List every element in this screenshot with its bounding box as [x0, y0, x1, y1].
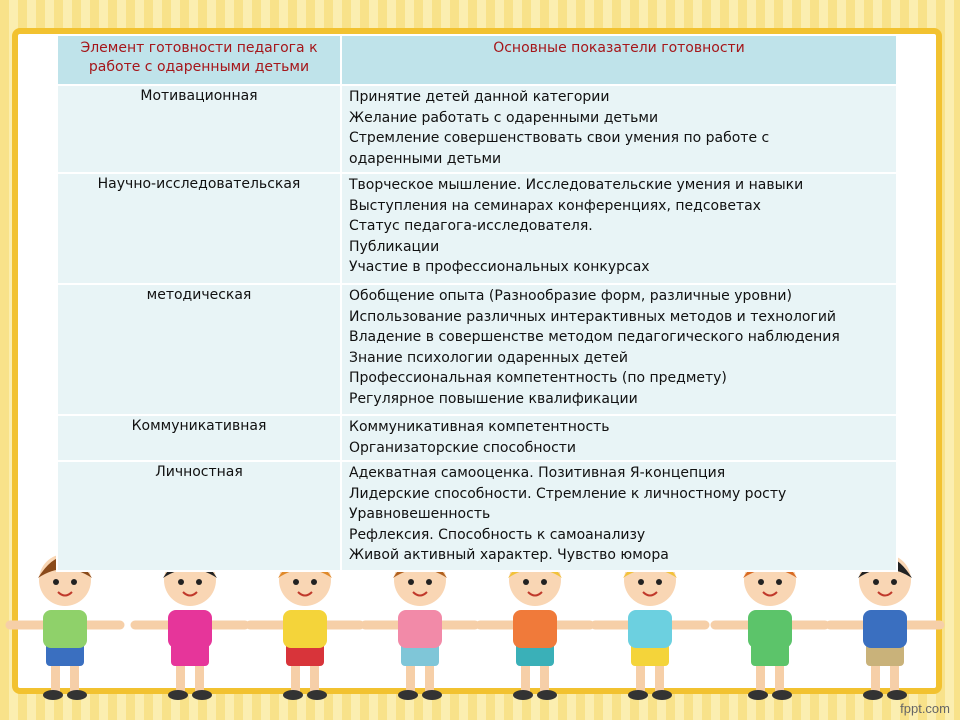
child-eye [541, 579, 547, 585]
indicator-line: Принятие детей данной категории [349, 89, 610, 105]
child-eye [638, 579, 644, 585]
indicator-line: Лидерские способности. Стремление к личностному росту [349, 485, 787, 502]
indicator-line: Использование различных интерактивных методов и технологий [349, 308, 837, 325]
child-shoe [67, 690, 87, 700]
readiness-table [56, 34, 898, 572]
child-eye [656, 579, 662, 585]
child-eye [408, 579, 414, 585]
readiness-element: Личностная [57, 461, 341, 571]
child-shirt [398, 610, 442, 648]
child-eye [71, 579, 77, 585]
child-eye [178, 579, 184, 585]
child-shoe [43, 690, 63, 700]
child-eye [873, 579, 879, 585]
indicator-line: Участие в профессиональных конкурсах [349, 259, 650, 275]
readiness-indicators [341, 415, 897, 461]
watermark: fppt.com [900, 701, 950, 716]
child-eye [891, 579, 897, 585]
table-row [57, 461, 897, 571]
readiness-element: Мотивационная [57, 85, 341, 173]
indicator-line: одаренными детьми [349, 150, 502, 167]
child-shoe [863, 690, 883, 700]
indicator-line: Уравновешенность [349, 506, 491, 522]
child-shoe [168, 690, 188, 700]
header-indicators: Основные показатели готовности [341, 35, 897, 85]
indicator-line: Публикации [349, 238, 440, 255]
child-shoe [283, 690, 303, 700]
indicator-line: Коммуникативная компетентность [349, 419, 610, 435]
readiness-indicators [341, 461, 897, 571]
indicator-line: Владение в совершенстве методом педагогического наблюдения [349, 329, 840, 345]
child-eye [426, 579, 432, 585]
child-shirt [863, 610, 907, 648]
table-header-row [57, 35, 897, 85]
child-shoe [537, 690, 557, 700]
indicator-line: Обобщение опыта (Разнообразие форм, различные уровни) [349, 288, 792, 304]
indicator-line: Желание работать с одаренными детьми [349, 109, 659, 126]
table-row [57, 415, 897, 461]
child-eye [293, 579, 299, 585]
child-shirt [168, 610, 212, 648]
child-eye [758, 579, 764, 585]
child-shirt [283, 610, 327, 648]
readiness-element: Научно-исследовательская [57, 173, 341, 284]
indicator-line: Рефлексия. Способность к самоанализу [349, 526, 646, 543]
child-shirt [748, 610, 792, 648]
indicator-line: Регулярное повышение квалификации [349, 390, 638, 407]
child-shoe [772, 690, 792, 700]
child-shoe [748, 690, 768, 700]
readiness-indicators [341, 173, 897, 284]
child-shoe [422, 690, 442, 700]
child-shirt [513, 610, 557, 648]
table-row [57, 173, 897, 284]
indicator-line: Стремление совершенствовать свои умения по работе с [349, 130, 770, 146]
indicator-line: Профессиональная компетентность (по предмету) [349, 370, 727, 386]
child-eye [776, 579, 782, 585]
child-shoe [307, 690, 327, 700]
indicator-line: Знание психологии одаренных детей [349, 349, 628, 366]
child-shoe [398, 690, 418, 700]
indicator-line: Адекватная самооценка. Позитивная Я-концепция [349, 465, 726, 481]
readiness-indicators [341, 85, 897, 173]
indicator-line: Творческое мышление. Исследовательские умения и навыки [349, 177, 804, 193]
child-eye [196, 579, 202, 585]
child-shoe [652, 690, 672, 700]
child-shirt [43, 610, 87, 648]
readiness-element: Коммуникативная [57, 415, 341, 461]
child-eye [523, 579, 529, 585]
readiness-table-wrapper [56, 34, 896, 568]
indicator-line: Живой активный характер. Чувство юмора [349, 547, 669, 563]
table-row [57, 284, 897, 415]
child-shirt [628, 610, 672, 648]
header-element: Элемент готовности педагога к работе с одаренными детьми [57, 35, 341, 85]
child-eye [53, 579, 59, 585]
indicator-line: Статус педагога-исследователя. [349, 218, 593, 234]
indicator-line: Выступления на семинарах конференциях, педсоветах [349, 197, 761, 214]
indicator-line: Организаторские способности [349, 439, 577, 456]
readiness-indicators [341, 284, 897, 415]
child-eye [311, 579, 317, 585]
child-shoe [192, 690, 212, 700]
table-row [57, 85, 897, 173]
child-shoe [628, 690, 648, 700]
child-shoe [887, 690, 907, 700]
readiness-element: методическая [57, 284, 341, 415]
child-shoe [513, 690, 533, 700]
